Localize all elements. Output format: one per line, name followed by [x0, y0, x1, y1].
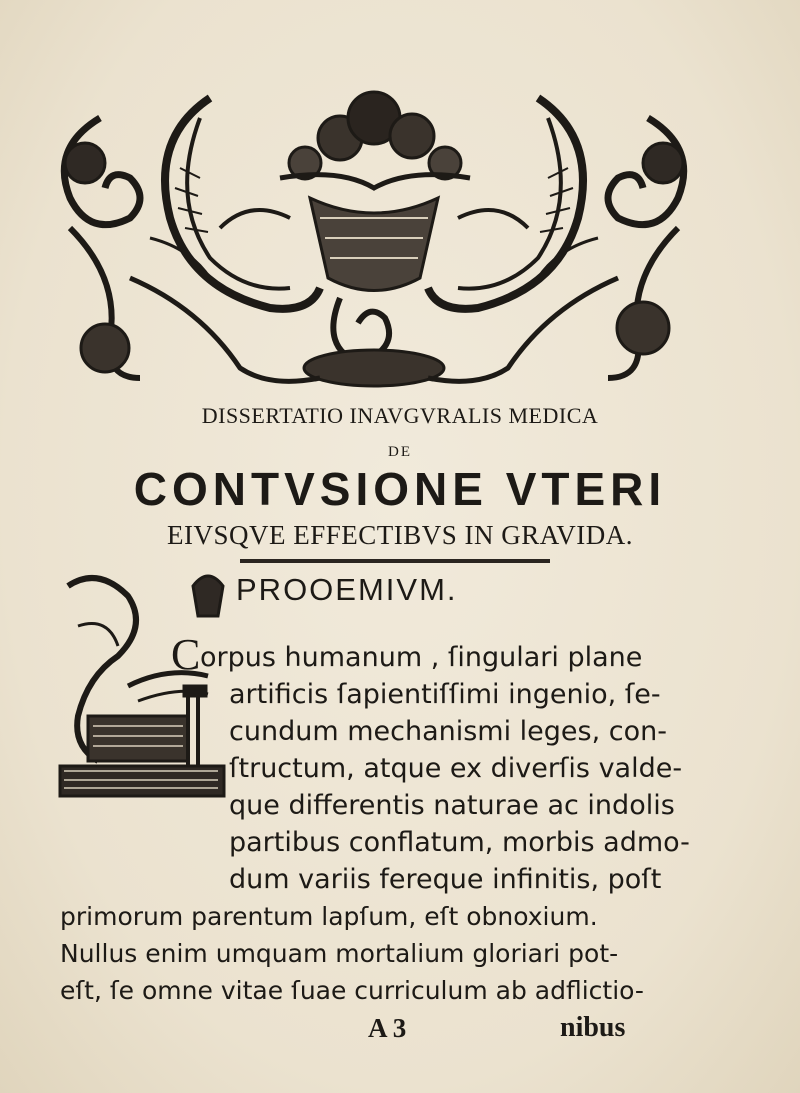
- text-line: orpus humanum , ſingulari plane: [200, 642, 643, 673]
- text-line: primorum parentum lapſum, eſt obnoxium.: [60, 902, 598, 931]
- signature-mark: A 3: [368, 1013, 407, 1043]
- section-heading: PROOEMIVM.: [236, 572, 458, 607]
- title-line-1: DISSERTATIO INAVGVRALIS MEDICA: [201, 403, 599, 428]
- divider-rule: [240, 559, 550, 563]
- text-line: artificis ſapientiſſimi ingenio, ſe-: [229, 679, 661, 710]
- text-line: que differentis naturae ac indolis: [229, 790, 675, 821]
- text-line: eſt, ſe omne vitae ſuae curriculum ab adflictio-: [60, 976, 644, 1005]
- initial-letter: C: [171, 630, 201, 679]
- text-line: partibus conflatum, morbis admo-: [229, 827, 690, 858]
- text-line: ſtructum, atque ex diverſis valde-: [229, 753, 683, 784]
- text-line: Nullus enim umquam mortalium gloriari pot-: [60, 939, 619, 968]
- title-line-3: CONTVSIONE VTERI: [133, 463, 667, 515]
- catchword: nibus: [560, 1012, 626, 1043]
- title-line-2: DE: [388, 444, 412, 460]
- text-line: cundum mechanismi leges, con-: [229, 716, 667, 747]
- ornamental-headpiece: [40, 78, 708, 396]
- decorative-initial-woodcut: [58, 566, 226, 802]
- text-line: dum variis fereque infinitis, poſt: [229, 864, 662, 895]
- title-line-4: EIVSQVE EFFECTIBVS IN GRAVIDA.: [166, 520, 634, 550]
